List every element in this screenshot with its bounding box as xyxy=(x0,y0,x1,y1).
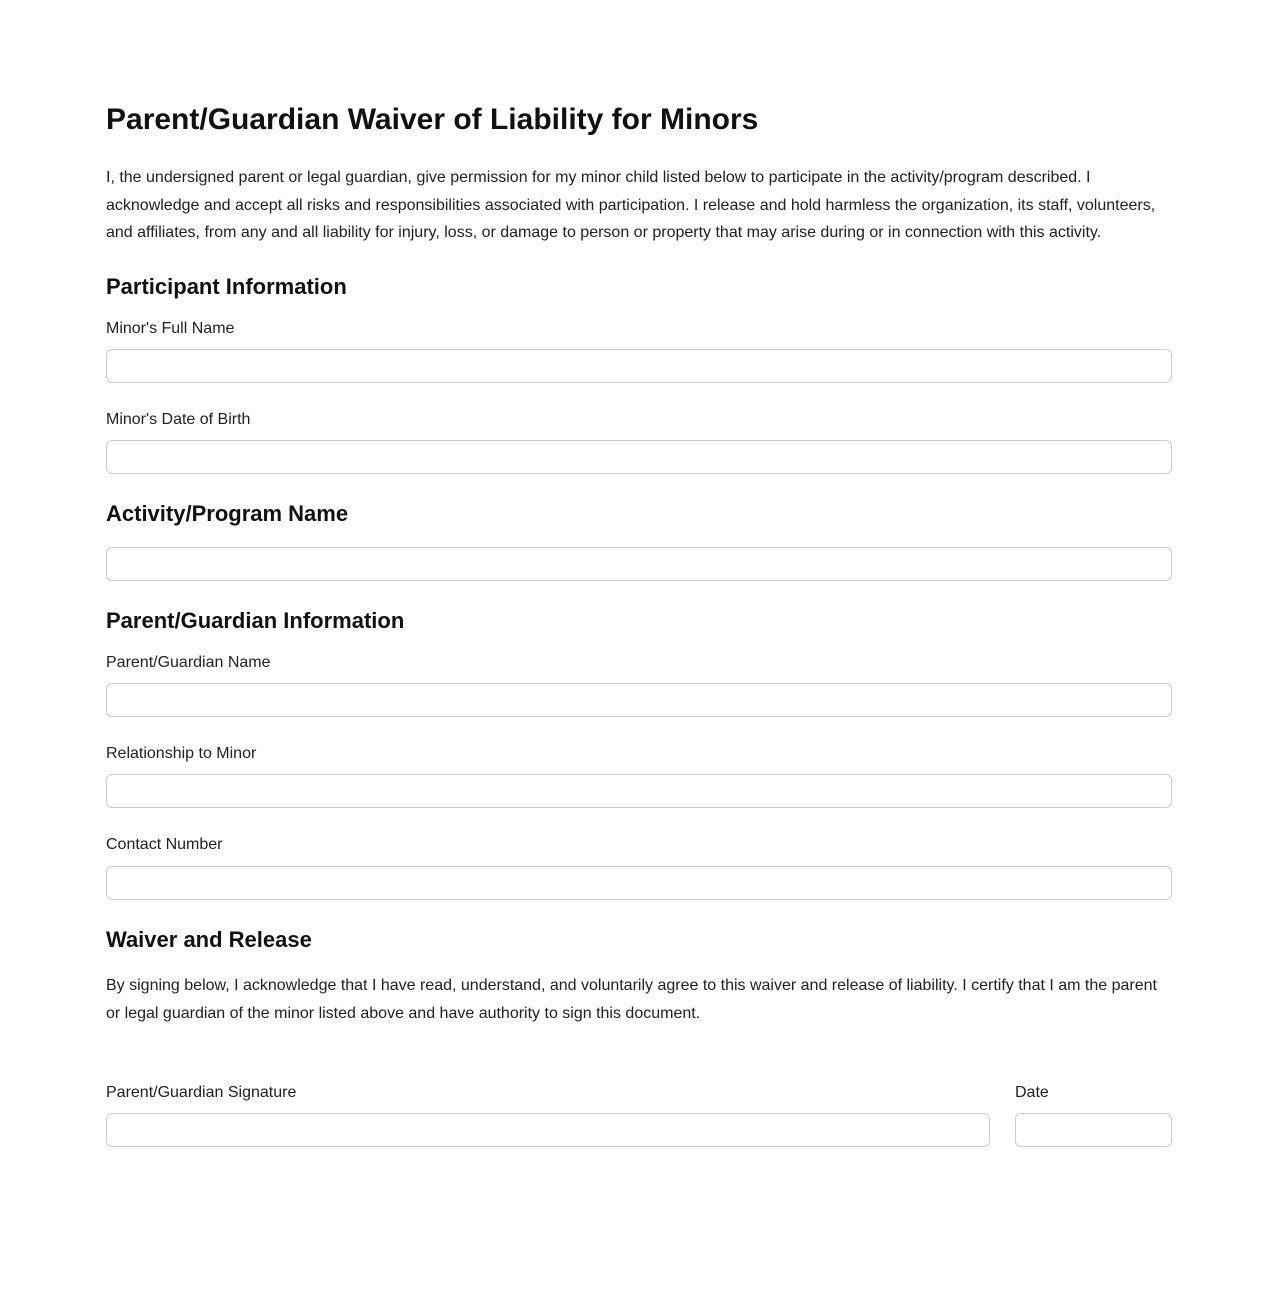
field-date xyxy=(1015,1083,1172,1147)
parent-guardian-signature-input[interactable] xyxy=(106,1113,990,1147)
date-label: Date xyxy=(1015,1084,1049,1102)
field-minor-date-of-birth xyxy=(106,410,1172,474)
field-relationship-to-minor xyxy=(106,744,1172,808)
parent-guardian-signature-label: Parent/Guardian Signature xyxy=(106,1084,297,1102)
field-parent-guardian-signature xyxy=(106,1083,990,1147)
section-heading-participant-information: Participant Information xyxy=(106,273,347,299)
minor-full-name-input[interactable] xyxy=(106,349,1172,383)
parent-guardian-name-label: Parent/Guardian Name xyxy=(106,654,271,672)
page-title: Parent/Guardian Waiver of Liability for Minors xyxy=(106,103,759,136)
section-heading-waiver-and-release: Waiver and Release xyxy=(106,926,312,952)
relationship-to-minor-label: Relationship to Minor xyxy=(106,745,257,763)
intro-paragraph: I, the undersigned parent or legal guardian, give permission for my minor child listed below to participate in the activity/program described. I acknowledge and accept all risks and responsibilities associated with participation. I release and hold harmless the organization, its staff, volunteers, and affiliates, from any and all liability for injury, loss, or damage to person or property that may arise during or in connection with this activity. xyxy=(106,169,1156,242)
date-input[interactable] xyxy=(1015,1113,1172,1147)
contact-number-input[interactable] xyxy=(106,866,1172,900)
waiver-release-paragraph: By signing below, I acknowledge that I have read, understand, and voluntarily agree to this waiver and release of liability. I certify that I am the parent or legal guardian of the minor listed above and have authority to sign this document. xyxy=(106,977,1157,1022)
relationship-to-minor-input[interactable] xyxy=(106,774,1172,808)
parent-guardian-name-input[interactable] xyxy=(106,683,1172,717)
waiver-form-page xyxy=(106,0,1172,1147)
minor-full-name-label: Minor's Full Name xyxy=(106,319,235,337)
field-minor-full-name xyxy=(106,319,1172,383)
contact-number-label: Contact Number xyxy=(106,836,223,854)
minor-date-of-birth-label: Minor's Date of Birth xyxy=(106,411,251,429)
section-heading-activity-program-name: Activity/Program Name xyxy=(106,501,349,527)
section-heading-parent-guardian-information: Parent/Guardian Information xyxy=(106,607,405,633)
activity-program-name-input[interactable] xyxy=(106,547,1172,581)
field-parent-guardian-name xyxy=(106,653,1172,717)
field-activity-program-name xyxy=(106,547,1172,581)
signature-date-row xyxy=(106,1083,1172,1147)
field-contact-number xyxy=(106,835,1172,899)
minor-date-of-birth-input[interactable] xyxy=(106,440,1172,474)
